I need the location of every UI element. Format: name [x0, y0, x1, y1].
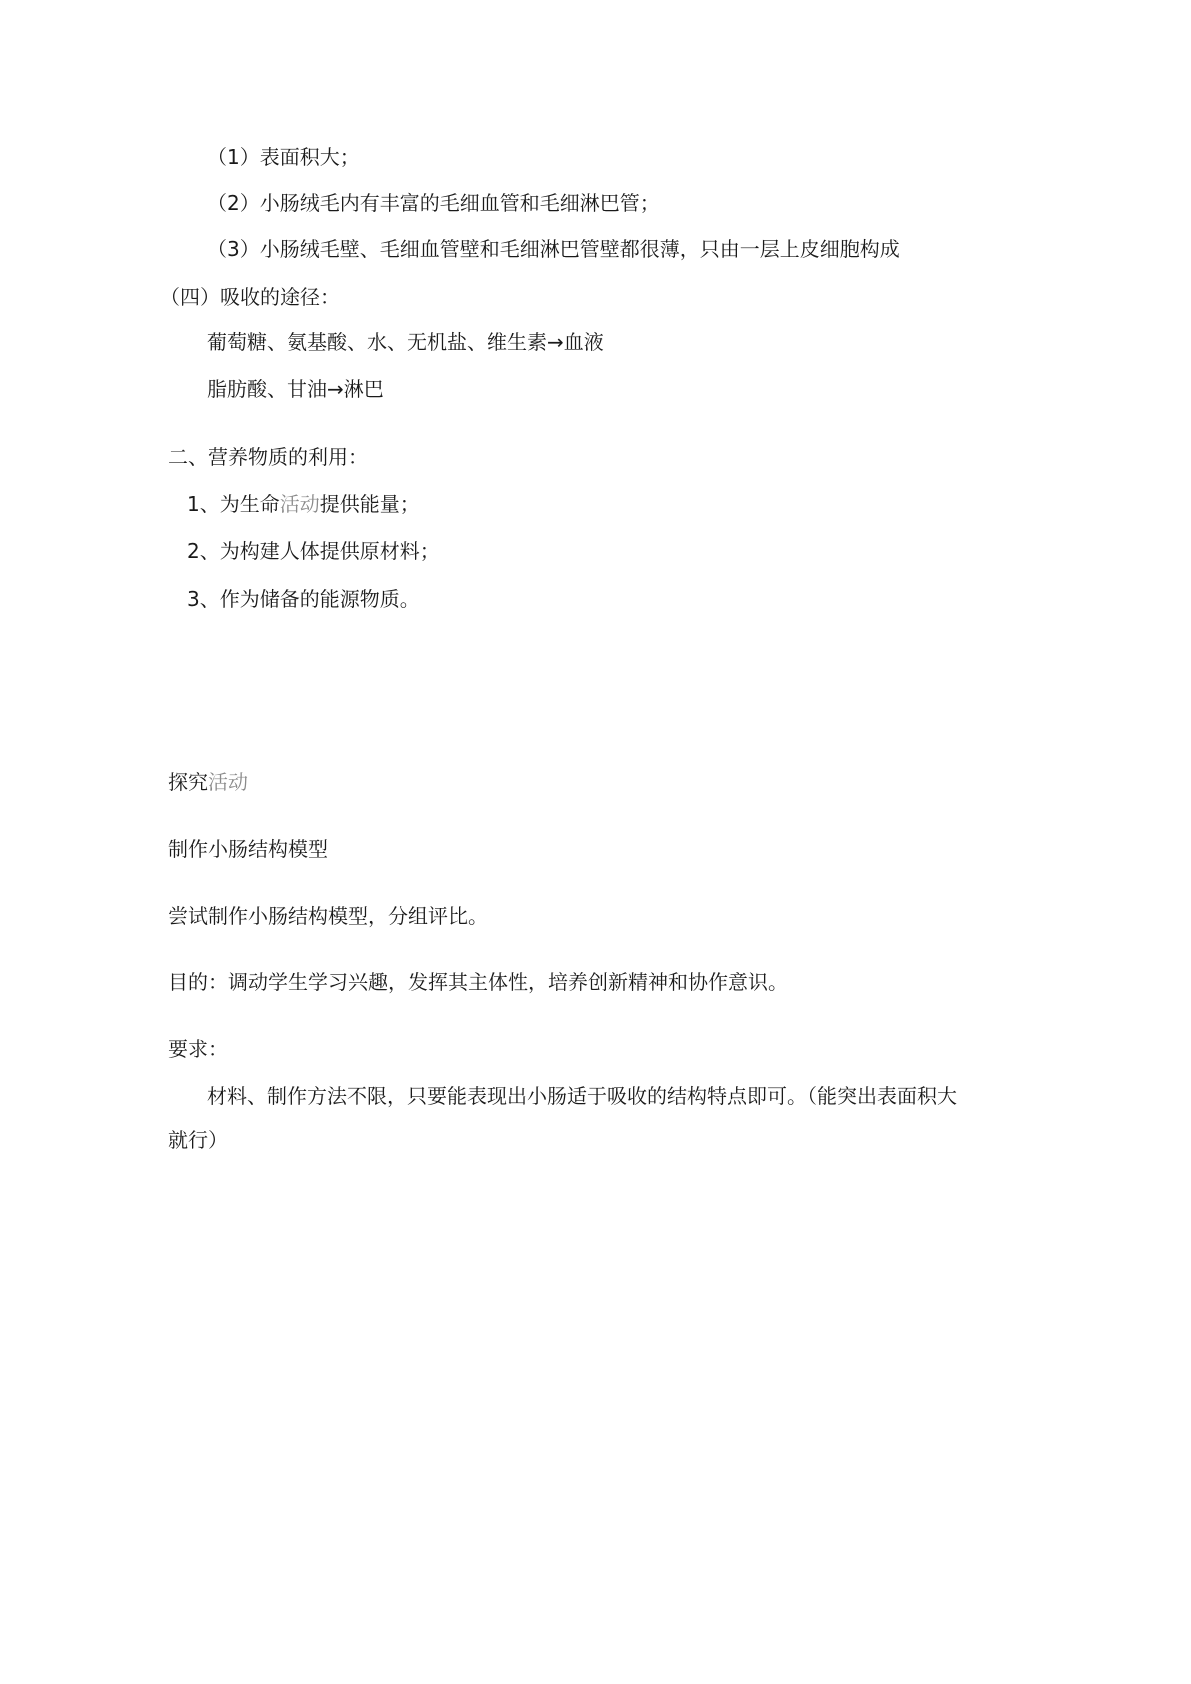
item-1-text-after: 提供能量； — [319, 492, 420, 516]
feature-3: （3）小肠绒毛壁、毛细血管壁和毛细淋巴管壁都很薄，只由一层上皮细胞构成 — [207, 237, 900, 261]
requirement-line-1: 材料、制作方法不限，只要能表现出小肠适于吸收的结构特点即可。（能突出表面积大 — [207, 1084, 957, 1108]
feature-2: （2）小肠绒毛内有丰富的毛细血管和毛细淋巴管； — [207, 191, 660, 215]
activity-name: 制作小肠结构模型 — [168, 837, 328, 861]
blood-route: 葡萄糖、氨基酸、水、无机盐、维生素→血液 — [207, 330, 604, 354]
pathway-heading: （四）吸收的途径： — [160, 285, 340, 309]
requirement-line-2: 就行） — [168, 1128, 228, 1152]
feature-1: （1）表面积大； — [207, 145, 360, 169]
activity-task: 尝试制作小肠结构模型，分组评比。 — [168, 904, 488, 928]
item-1-highlight: 活动 — [279, 492, 320, 516]
requirement-heading: 要求： — [168, 1037, 228, 1061]
activity-title-plain: 探究 — [168, 770, 208, 794]
activity-title — [168, 768, 248, 796]
activity-title-highlight: 活动 — [208, 770, 248, 794]
nutrient-use-item-1 — [187, 490, 420, 518]
nutrient-use-item-3: 3、作为储备的能源物质。 — [187, 587, 420, 611]
nutrient-use-heading: 二、营养物质的利用： — [168, 445, 368, 469]
activity-purpose: 目的：调动学生学习兴趣，发挥其主体性，培养创新精神和协作意识。 — [168, 970, 788, 994]
nutrient-use-item-2: 2、为构建人体提供原材料； — [187, 539, 440, 563]
lymph-route: 脂肪酸、甘油→淋巴 — [207, 377, 384, 401]
item-1-text-before: 1、为生命 — [187, 492, 280, 516]
